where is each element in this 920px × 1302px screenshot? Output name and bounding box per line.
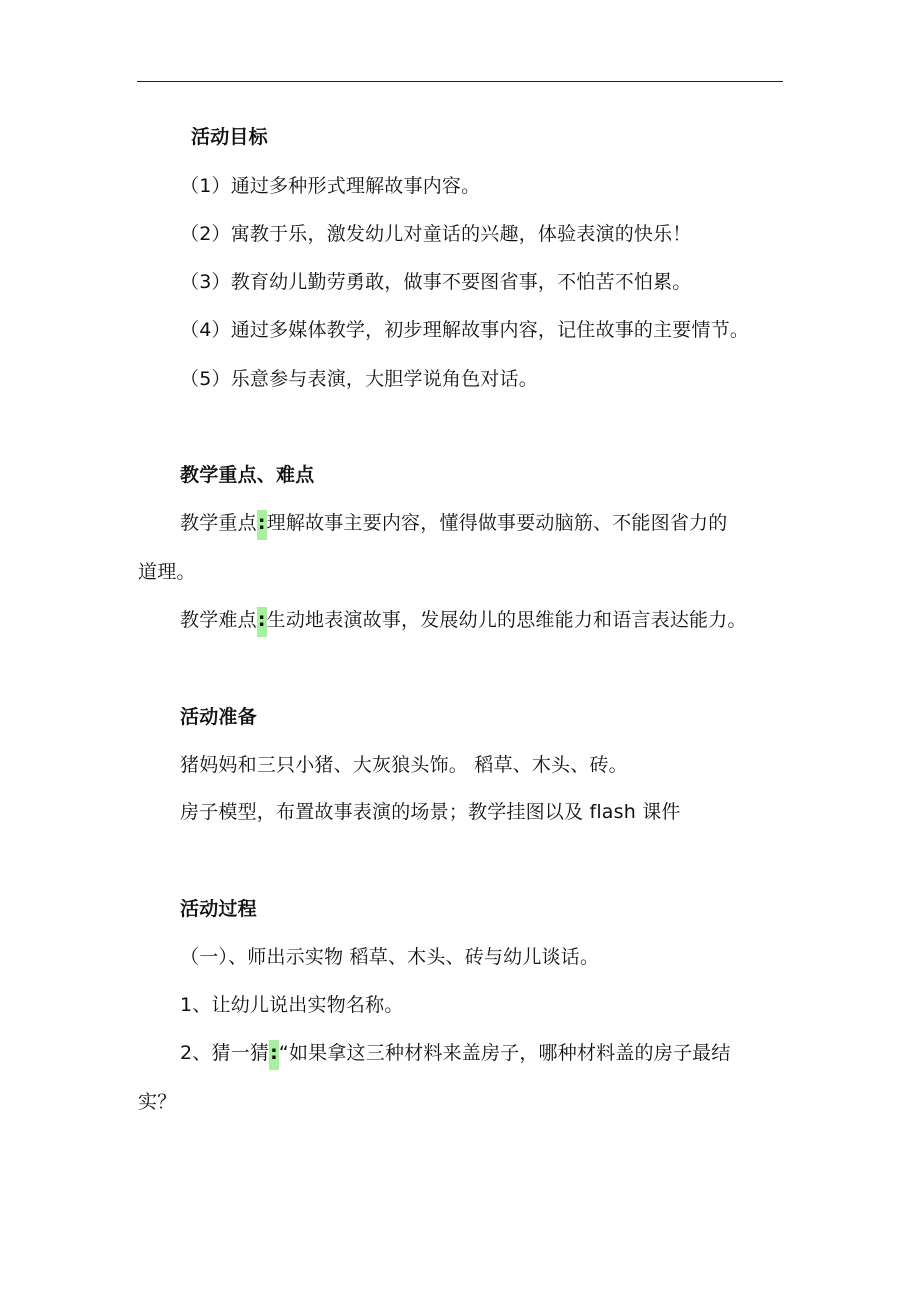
goal-item-3: （3）教育幼儿勤劳勇敢，做事不要图省事，不怕苦不怕累。 xyxy=(180,271,692,293)
focus-heading: 教学重点、难点 xyxy=(180,464,315,486)
goal-item-5: （5）乐意参与表演，大胆学说角色对话。 xyxy=(180,368,538,390)
process-substep-2-label: 2、猜一猜 xyxy=(180,1042,270,1064)
key-point-colon: : xyxy=(257,510,267,540)
goal-item-4: （4）通过多媒体教学，初步理解故事内容，记住故事的主要情节。 xyxy=(180,319,750,341)
process-heading: 活动过程 xyxy=(180,898,257,920)
prep-item-1: 猪妈妈和三只小猪、大灰狼头饰。 稻草、木头、砖。 xyxy=(180,754,628,776)
difficult-point-label: 教学难点 xyxy=(180,609,257,631)
process-substep-2-colon: : xyxy=(269,1040,279,1070)
process-substep-2 xyxy=(180,1041,731,1065)
key-point-text-continued: 道理。 xyxy=(138,561,196,583)
goal-item-1: （1）通过多种形式理解故事内容。 xyxy=(180,175,481,197)
key-point-label: 教学重点 xyxy=(180,512,257,534)
goals-heading: 活动目标 xyxy=(191,126,268,148)
header-rule xyxy=(137,81,783,82)
prep-item-2: 房子模型，布置故事表演的场景；教学挂图以及 flash 课件 xyxy=(180,801,681,823)
process-step-1: （一）、师出示实物 稻草、木头、砖与幼儿谈话。 xyxy=(180,946,600,968)
difficult-point-line xyxy=(180,608,747,632)
goal-item-2: （2）寓教于乐，激发幼儿对童话的兴趣，体验表演的快乐！ xyxy=(180,223,692,245)
process-substep-2-continued: 实？ xyxy=(138,1091,177,1113)
difficult-point-text: 生动地表演故事，发展幼儿的思维能力和语言表达能力。 xyxy=(266,609,747,631)
key-point-text: 理解故事主要内容，懂得做事要动脑筋、不能图省力的 xyxy=(266,512,728,534)
process-substep-1: 1、让幼儿说出实物名称。 xyxy=(180,994,404,1016)
difficult-point-colon: : xyxy=(257,607,267,637)
key-point-line xyxy=(180,511,727,535)
process-substep-2-text: “如果拿这三种材料来盖房子，哪种材料盖的房子最结 xyxy=(278,1042,731,1064)
prep-heading: 活动准备 xyxy=(180,706,257,728)
